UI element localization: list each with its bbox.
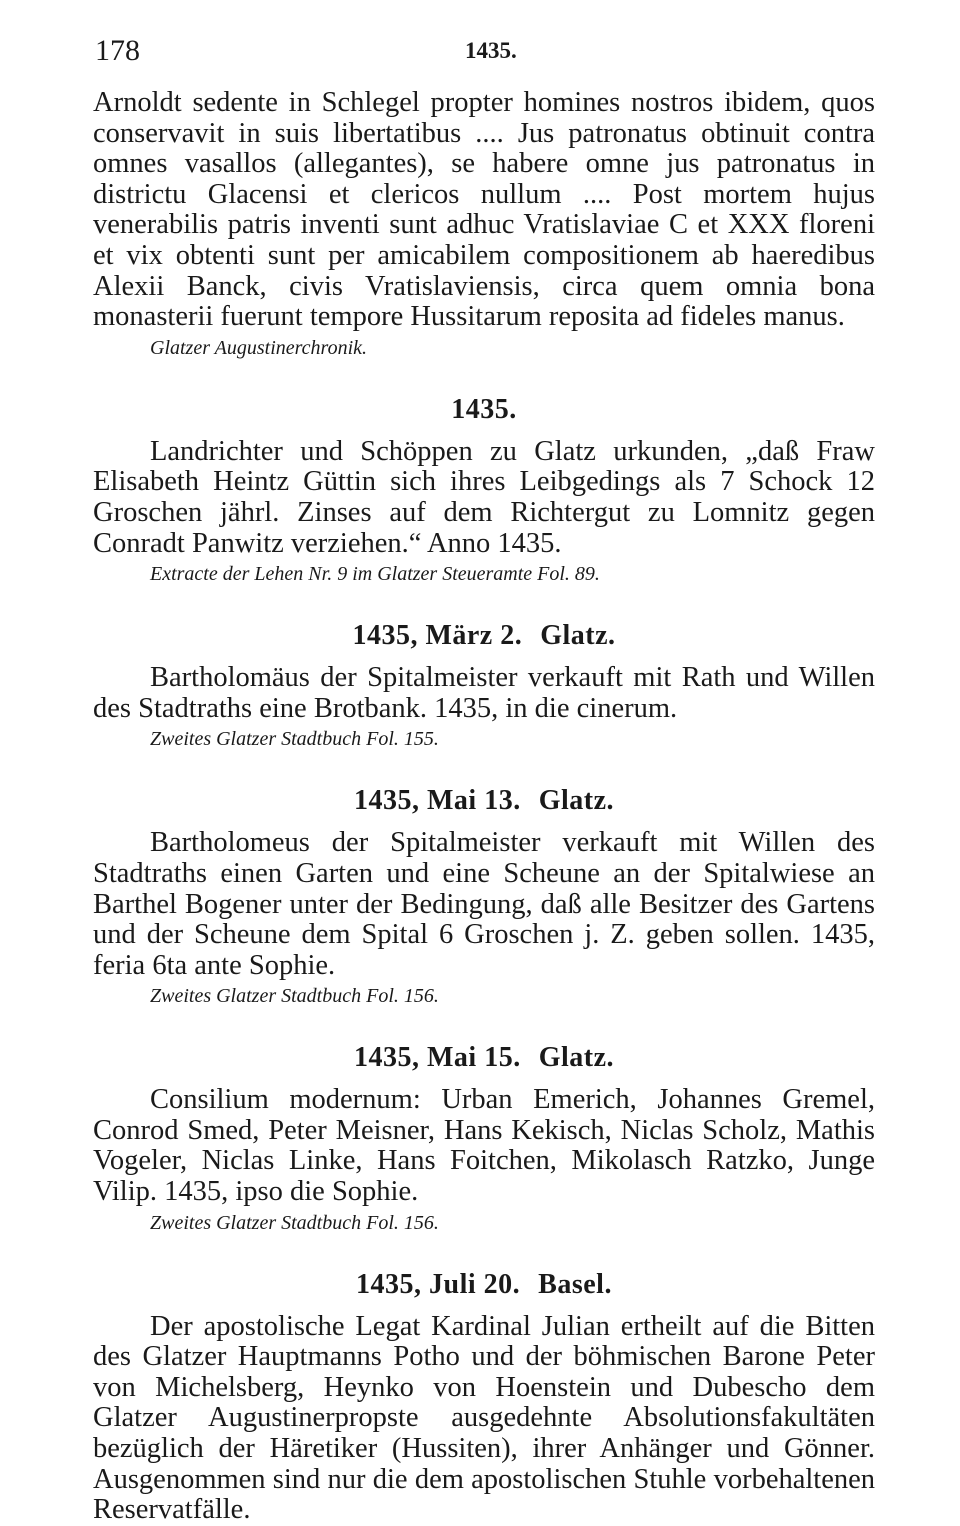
entry-text: Bartholomäus der Spitalmeister verkauft mit Rath und Willen des Stadtraths eine Brotbank. 1435, in die cinerum.: [93, 662, 875, 724]
entry-text: Bartholomeus der Spitalmeister verkauft mit Willen des Stadtraths einen Garten und eine Scheune an der Spitalwiese an Barthel Bogener unter der Bedingung, daß alle Besitzer des Gartens und der Scheune dem Spital 6 Groschen j. Z. geben sollen. 1435, feria 6ta ante Sophie.: [93, 827, 875, 981]
entry-continuation: [93, 88, 875, 361]
page-header: [95, 34, 875, 74]
entry-source: Zweites Glatzer Stadtbuch Fol. 155.: [150, 728, 439, 751]
entry-1435: [93, 395, 875, 587]
entry-1435-mai-13: [93, 786, 875, 1009]
entry-date: 1435.: [451, 393, 517, 425]
entry-heading: [93, 1270, 875, 1300]
entry-place: Glatz.: [538, 785, 615, 817]
entry-text: Consilium modernum: Urban Emerich, Johannes Gremel, Conrod Smed, Peter Meisner, Hans Kekisch, Niclas Scholz, Mathis Vogeler, Niclas Linke, Hans Foitchen, Mikolasch Ratzko, Junge Vilip. 1435, ipso die Sophie.: [93, 1084, 875, 1208]
entry-text: Arnoldt sedente in Schlegel propter homines nostros ibidem, quos conservavit in suis libertatibus .... Jus patronatus obtinuit contra omnes vasallos (allegantes), se habere omne jus patronatus in districtu Glacensi et clericos nullum .... Post mortem hujus venerabilis patris inventi sunt adhuc Vratislaviae C et XXX floreni et vix obtenti sunt per amicabilem compositionem ab haeredibus Alexii Banck, civis Vratislaviensis, circa quem omnia bona monasterii fuerunt tempore Hussitarum reposita ad fideles manus.: [93, 87, 875, 333]
entry-heading: [93, 1043, 875, 1073]
entry-1435-maerz-2: [93, 621, 875, 752]
entry-heading: [93, 786, 875, 816]
entry-place: Glatz.: [538, 1042, 615, 1074]
entry-heading: [93, 395, 875, 425]
entry-1435-juli-20: [93, 1270, 875, 1526]
entry-place: Basel.: [538, 1268, 612, 1300]
entry-date: 1435, Mai 15.: [353, 1042, 521, 1074]
entry-source: Zweites Glatzer Stadtbuch Fol. 156.: [150, 1211, 439, 1234]
entry-date: 1435, Mai 13.: [353, 785, 521, 817]
entry-date: 1435, Juli 20.: [356, 1268, 521, 1300]
entry-date: 1435, März 2.: [352, 620, 523, 652]
running-head: 1435.: [465, 38, 517, 63]
entry-place: Glatz.: [540, 620, 616, 652]
entry-source: Glatzer Augustinerchronik.: [150, 336, 368, 359]
entry-text: Landrichter und Schöppen zu Glatz urkunden, „daß Fraw Elisabeth Heintz Güttin sich ihres Leibgedings als 7 Schock 12 Groschen jährl. Zinses auf dem Richtergut zu Lomnitz gegen Conradt Panwitz verziehen.“ Anno 1435.: [93, 435, 875, 559]
entry-text: Der apostolische Legat Kardinal Julian ertheilt auf die Bitten des Glatzer Hauptmanns Potho und der böhmischen Barone Peter von Michelsberg, Heynko von Hoenstein und Dubescho dem Glatzer Augustinerpropste ausgedehnte Absolutionsfakultäten bezüglich der Häretiker (Hussiten), ihrer Anhänger und Gönner. Ausgenommen sind nur die dem apostolischen Stuhle vorbehaltenen Reservatfälle.: [93, 1310, 875, 1526]
entry-1435-mai-15: [93, 1043, 875, 1235]
entry-heading: [93, 621, 875, 651]
entry-source: Extracte der Lehen Nr. 9 im Glatzer Steueramte Fol. 89.: [150, 563, 600, 586]
page-body: [93, 88, 875, 1526]
page-number: 178: [95, 34, 140, 67]
entry-source: Zweites Glatzer Stadtbuch Fol. 156.: [150, 985, 439, 1008]
